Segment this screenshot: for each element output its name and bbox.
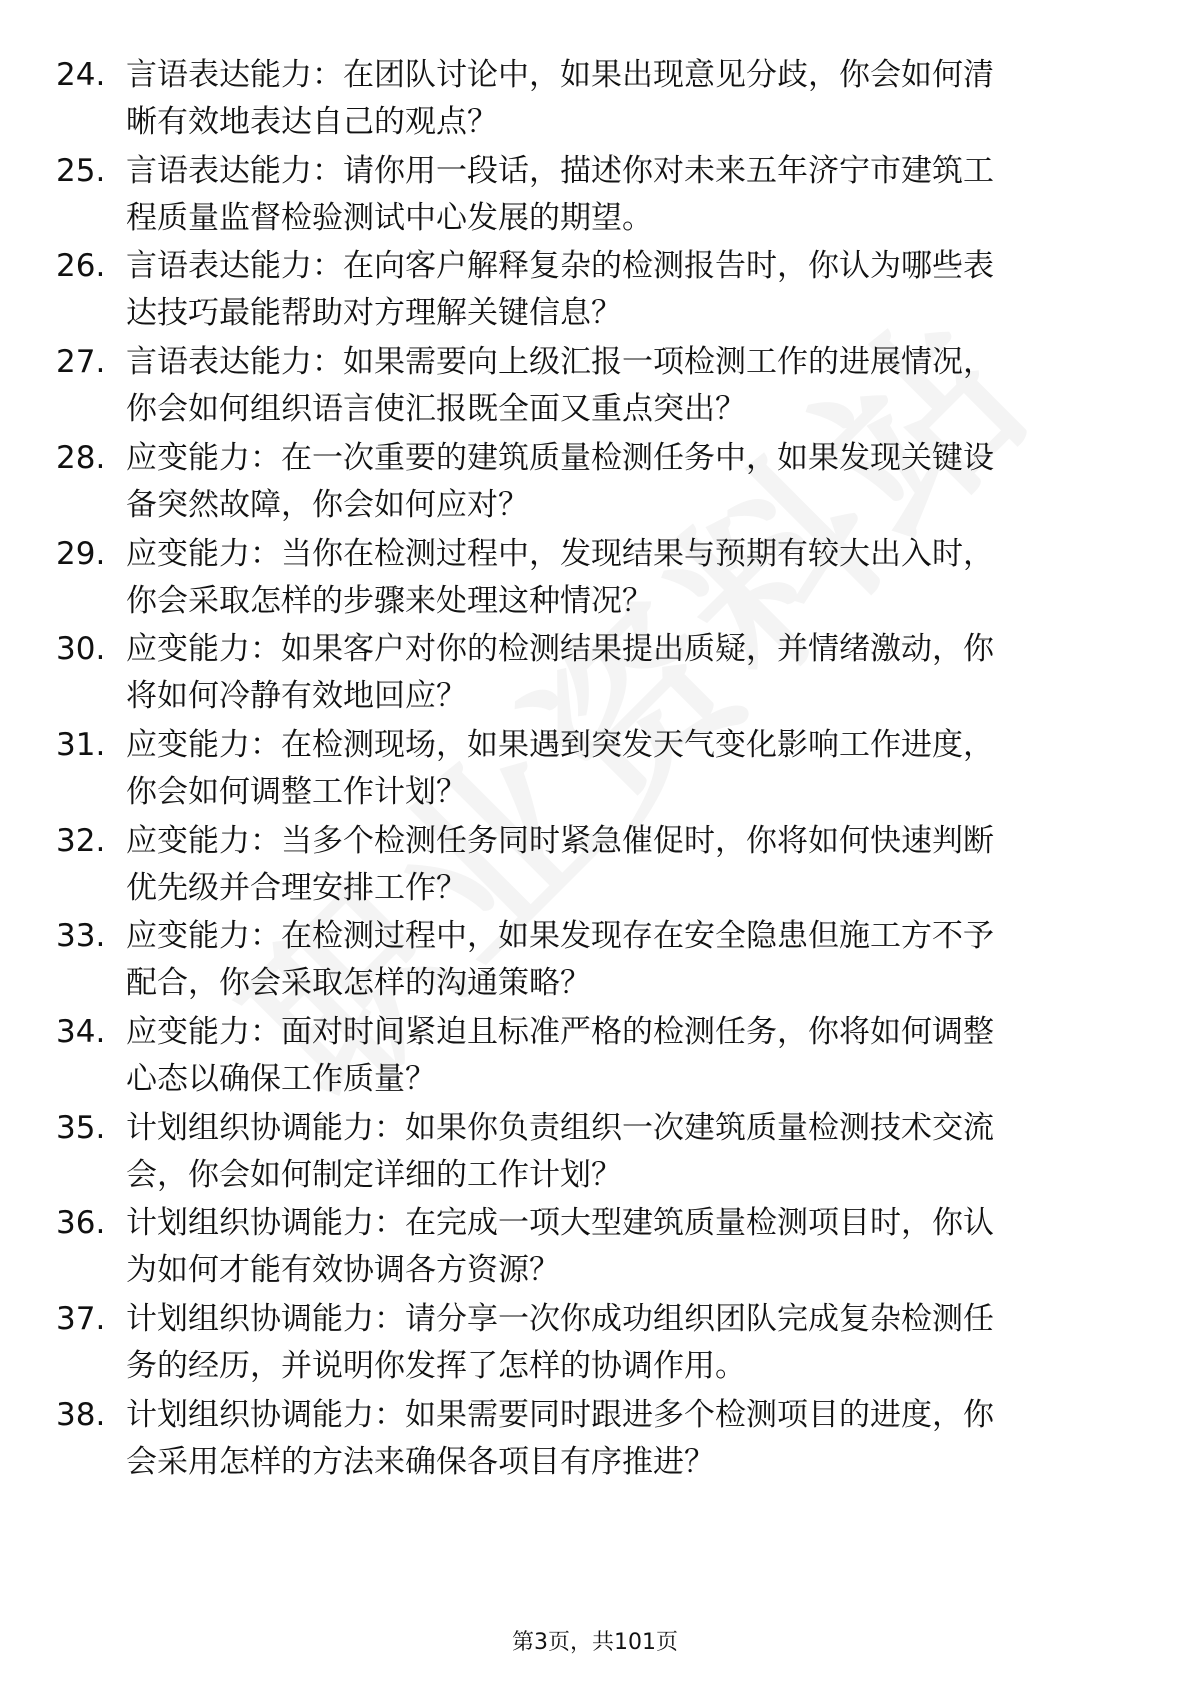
question-line: 言语表达能力：在团队讨论中，如果出现意见分歧，你会如何清 — [126, 57, 994, 93]
question-line: 你会如何组织语言使汇报既全面又重点突出？ — [126, 391, 746, 428]
question-text — [126, 243, 1126, 337]
question-text — [126, 435, 1126, 529]
question-line: 为如何才能有效协调各方资源？ — [126, 1252, 560, 1289]
question-item — [0, 1392, 1190, 1488]
question-text — [126, 1392, 1126, 1486]
question-line: 应变能力：在检测现场，如果遇到突发天气变化影响工作进度， — [126, 726, 994, 763]
question-text — [126, 1009, 1126, 1103]
question-text — [126, 1296, 1126, 1390]
question-line: 应变能力：在检测过程中，如果发现存在安全隐患但施工方不予 — [126, 918, 994, 955]
question-number: 24. — [56, 57, 106, 93]
question-text — [126, 52, 1126, 146]
question-item — [0, 913, 1190, 1009]
question-line: 将如何冷静有效地回应？ — [126, 678, 467, 715]
question-line: 务的经历，并说明你发挥了怎样的协调作用。 — [126, 1348, 746, 1385]
question-line: 晰有效地表达自己的观点？ — [126, 104, 498, 140]
question-text — [126, 722, 1126, 816]
question-line: 应变能力：当多个检测任务同时紧急催促时，你将如何快速判断 — [126, 822, 994, 859]
question-number: 31. — [56, 726, 106, 763]
question-item — [0, 148, 1190, 244]
question-item — [0, 531, 1190, 627]
question-number: 38. — [56, 1396, 106, 1433]
question-line: 会采用怎样的方法来确保各项目有序推进？ — [126, 1443, 715, 1480]
question-item — [0, 722, 1190, 818]
question-number: 33. — [56, 918, 106, 955]
question-line: 会，你会如何制定详细的工作计划？ — [126, 1156, 622, 1193]
question-item — [0, 435, 1190, 531]
question-text — [126, 913, 1126, 1007]
question-number: 26. — [56, 248, 106, 285]
question-item — [0, 626, 1190, 722]
question-line: 计划组织协调能力：如果需要同时跟进多个检测项目的进度，你 — [126, 1396, 994, 1433]
question-text — [126, 818, 1126, 912]
question-item — [0, 1009, 1190, 1105]
question-text — [126, 1200, 1126, 1294]
question-line: 应变能力：在一次重要的建筑质量检测任务中，如果发现关键设 — [126, 439, 994, 476]
question-number: 35. — [56, 1109, 106, 1146]
question-text — [126, 626, 1126, 720]
question-line: 应变能力：面对时间紧迫且标准严格的检测任务，你将如何调整 — [126, 1014, 994, 1050]
question-item — [0, 52, 1190, 148]
question-item — [0, 1296, 1190, 1392]
question-number: 25. — [56, 152, 106, 189]
question-line: 言语表达能力：如果需要向上级汇报一项检测工作的进展情况， — [126, 344, 994, 381]
question-item — [0, 1200, 1190, 1296]
question-line: 配合，你会采取怎样的沟通策略？ — [126, 965, 591, 1002]
question-line: 计划组织协调能力：如果你负责组织一次建筑质量检测技术交流 — [126, 1109, 994, 1146]
question-line: 你会采取怎样的步骤来处理这种情况？ — [126, 582, 653, 619]
page-footer: 第3页，共101页 — [512, 1630, 678, 1655]
question-number: 34. — [56, 1014, 106, 1050]
question-item — [0, 818, 1190, 914]
question-number: 27. — [56, 344, 106, 381]
question-number: 32. — [56, 822, 106, 859]
question-line: 言语表达能力：在向客户解释复杂的检测报告时，你认为哪些表 — [126, 248, 994, 285]
question-text — [126, 339, 1126, 433]
question-line: 计划组织协调能力：请分享一次你成功组织团队完成复杂检测任 — [126, 1301, 994, 1338]
question-number: 28. — [56, 439, 106, 476]
question-number: 29. — [56, 535, 106, 572]
question-item — [0, 339, 1190, 435]
question-line: 你会如何调整工作计划？ — [126, 773, 467, 810]
question-number: 30. — [56, 631, 106, 668]
question-number: 37. — [56, 1301, 106, 1338]
question-text — [126, 1105, 1126, 1199]
question-number: 36. — [56, 1205, 106, 1242]
question-item — [0, 1105, 1190, 1201]
question-line: 心态以确保工作质量？ — [126, 1061, 436, 1097]
question-line: 备突然故障，你会如何应对？ — [126, 486, 529, 523]
question-line: 应变能力：如果客户对你的检测结果提出质疑，并情绪激动，你 — [126, 631, 994, 668]
question-text — [126, 148, 1126, 242]
question-line: 程质量监督检验测试中心发展的期望。 — [126, 199, 653, 236]
question-line: 优先级并合理安排工作？ — [126, 869, 467, 906]
question-line: 言语表达能力：请你用一段话，描述你对未来五年济宁市建筑工 — [126, 152, 994, 189]
question-line: 应变能力：当你在检测过程中，发现结果与预期有较大出入时， — [126, 535, 994, 572]
question-text — [126, 531, 1126, 625]
question-line: 达技巧最能帮助对方理解关键信息？ — [126, 295, 622, 332]
question-item — [0, 243, 1190, 339]
question-line: 计划组织协调能力：在完成一项大型建筑质量检测项目时，你认 — [126, 1205, 994, 1242]
